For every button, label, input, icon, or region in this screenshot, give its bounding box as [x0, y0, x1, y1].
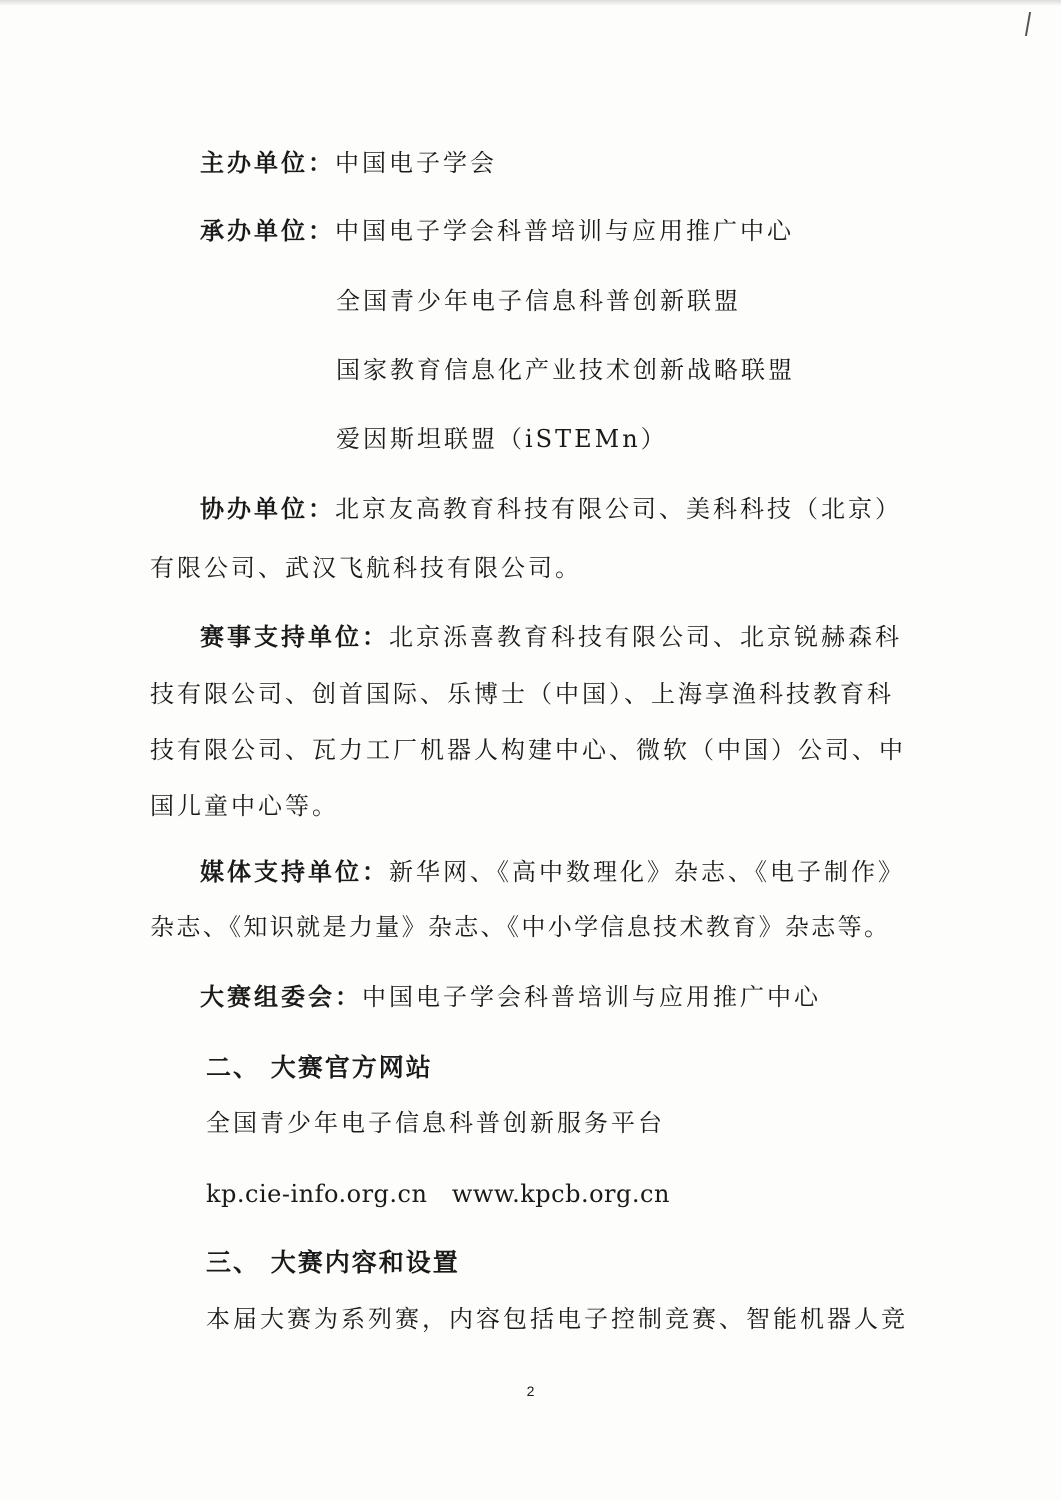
media-support-text-1: 新华网、《高中数理化》杂志、《电子制作》	[389, 858, 905, 886]
official-urls[interactable]: kp.cie-info.org.cn www.kpcb.org.cn	[206, 1180, 670, 1208]
organizer-value-1: 中国电子学会科普培训与应用推广中心	[335, 217, 794, 245]
corner-mark	[1025, 12, 1043, 36]
section-2-heading: 二、 大赛官方网站	[206, 1053, 433, 1082]
co-organizer-line-1	[200, 492, 902, 526]
organizer-value-4: 爱因斯坦联盟（iSTEMn）	[336, 425, 668, 453]
event-support-line-2: 技有限公司、创首国际、乐博士（中国）、上海享渔科技教育科	[150, 680, 894, 708]
section-3-line-1: 本届大赛为系列赛，内容包括电子控制竞赛、智能机器人竞	[206, 1305, 908, 1333]
committee-line	[200, 980, 821, 1014]
committee-value: 中国电子学会科普培训与应用推广中心	[362, 983, 821, 1011]
page-number: 2	[526, 1383, 535, 1399]
co-organizer-line-2: 有限公司、武汉飞航科技有限公司。	[150, 554, 582, 582]
media-support-line-1	[200, 855, 905, 889]
organizer-line	[200, 214, 794, 248]
organizer-value-3: 国家教育信息化产业技术创新战略联盟	[336, 356, 795, 384]
section-3-heading: 三、 大赛内容和设置	[206, 1248, 460, 1277]
media-support-label: 媒体支持单位：	[200, 857, 389, 886]
event-support-line-3: 技有限公司、瓦力工厂机器人构建中心、微软（中国）公司、中	[150, 736, 906, 764]
platform-name: 全国青少年电子信息科普创新服务平台	[206, 1109, 665, 1137]
host-line	[200, 146, 497, 180]
event-support-line-4: 国儿童中心等。	[150, 792, 339, 820]
scan-edge	[0, 0, 1061, 6]
event-support-text-1: 北京泺喜教育科技有限公司、北京锐赫森科	[389, 623, 902, 651]
co-organizer-label: 协办单位：	[200, 494, 335, 523]
co-organizer-text-1: 北京友高教育科技有限公司、美科科技（北京）	[335, 495, 902, 523]
media-support-line-2: 杂志、《知识就是力量》杂志、《中小学信息技术教育》杂志等。	[150, 913, 890, 941]
host-label: 主办单位：	[200, 148, 335, 177]
host-value: 中国电子学会	[335, 149, 497, 177]
organizer-value-2: 全国青少年电子信息科普创新联盟	[336, 287, 741, 315]
organizer-label: 承办单位：	[200, 216, 335, 245]
event-support-label: 赛事支持单位：	[200, 622, 389, 651]
event-support-line-1	[200, 620, 902, 654]
committee-label: 大赛组委会：	[200, 982, 362, 1011]
